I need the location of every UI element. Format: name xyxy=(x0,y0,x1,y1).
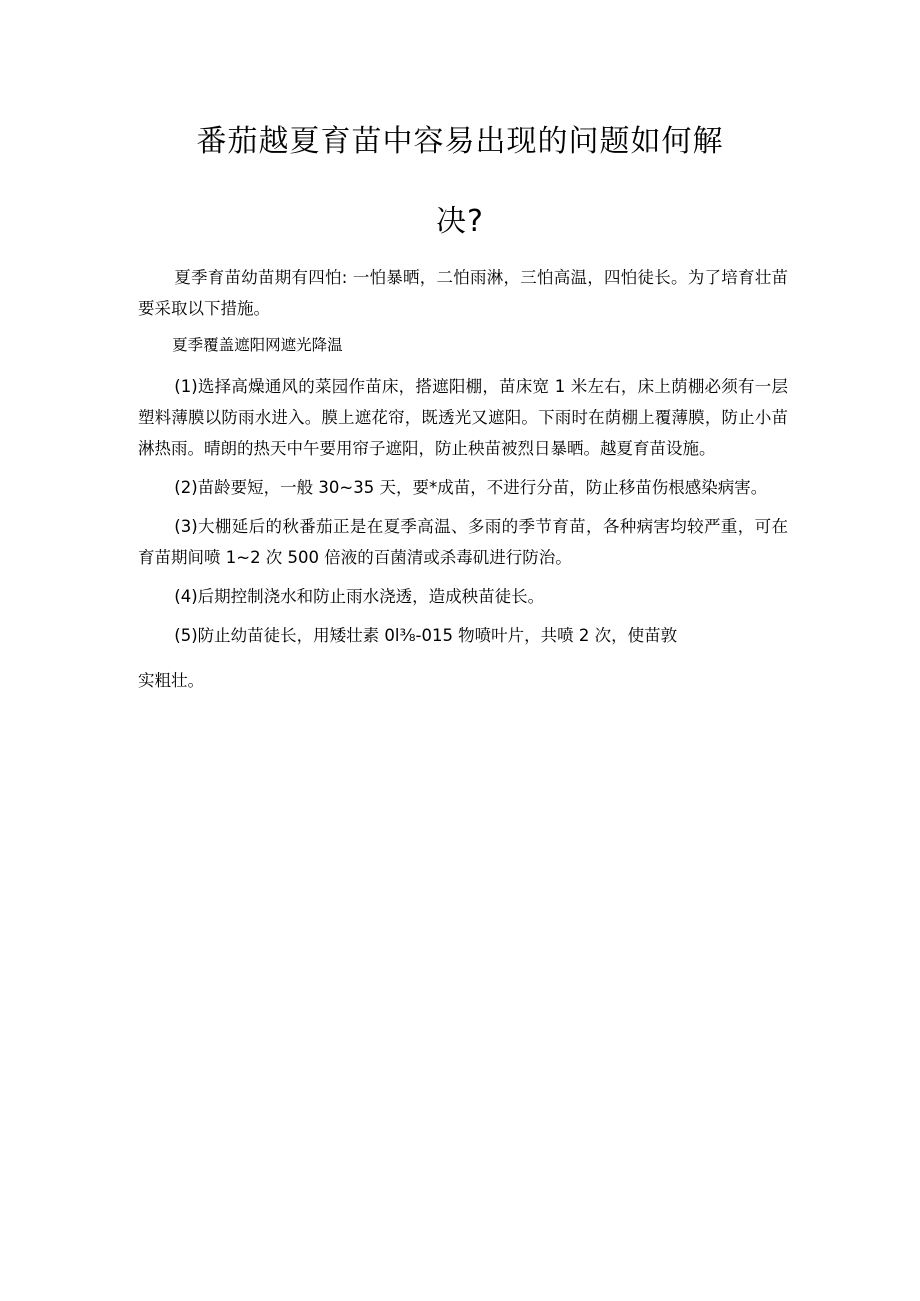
document-title-line1: 番茄越夏育苗中容易出现的问题如何解 xyxy=(196,124,724,159)
list-item-4: (4)后期控制浇水和防止雨水浇透，造成秧苗徒长。 xyxy=(174,587,545,606)
intro-paragraph: 夏季育苗幼苗期有四怕: 一怕暴晒，二怕雨淋，三怕高温，四怕徒长。为了培育壮苗要采取以下措施。 xyxy=(138,268,788,318)
section-heading: 夏季覆盖遮阳网遮光降温 xyxy=(172,336,343,354)
list-item-3: (3)大棚延后的秋番茄正是在夏季高温、多雨的季节育苗，各种病害均较严重，可在育苗期间喷 1~2 次 500 倍液的百菌清或杀毒矶进行防治。 xyxy=(138,517,788,567)
document-title-line2: 决? xyxy=(436,204,484,239)
list-item-1: (1)选择高燥通风的菜园作苗床，搭遮阳棚，苗床宽 1 米左右，床上荫棚必须有一层塑料薄膜以防雨水进入。膜上遮花帘，既透光又遮阳。下雨时在荫棚上覆薄膜，防止小苗淋热雨。晴朗的热天中午要用帘子遮阳，防止秧苗被烈日暴晒。越夏育苗设施。 xyxy=(138,377,788,458)
list-item-5: (5)防止幼苗徒长，用矮壮素 0l⅜-015 物喷叶片，共喷 2 次，使苗敦 xyxy=(174,626,678,645)
list-item-2: (2)苗龄要短，一般 30~35 天，要*成苗，不进行分苗，防止移苗伤根感染病害。 xyxy=(174,478,768,497)
document-body xyxy=(138,262,788,696)
list-item-5-continuation: 实粗壮。 xyxy=(138,671,204,690)
